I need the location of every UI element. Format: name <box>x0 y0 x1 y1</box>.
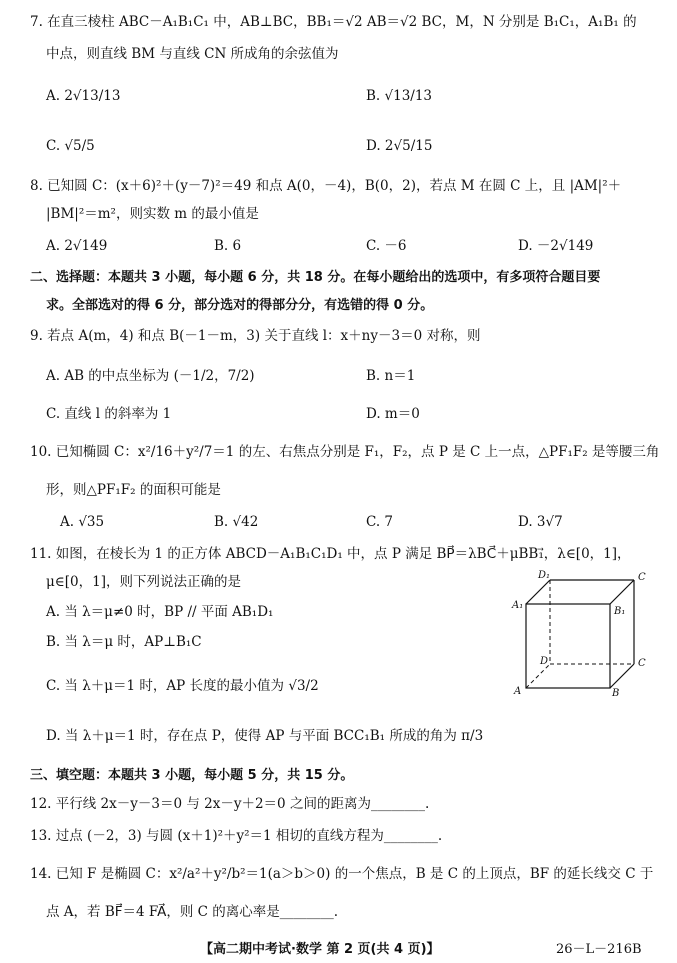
q8-option-b: B. 6 <box>214 238 242 254</box>
q10-option-c: C. 7 <box>366 514 394 530</box>
q12-stem: 12. 平行线 2x－y－3＝0 与 2x－y＋2＝0 之间的距离为________. <box>30 796 430 812</box>
q9-option-c: C. 直线 l 的斜率为 1 <box>46 406 172 422</box>
q14-stem-line2: 点 A，若 BF⃗＝4 FA⃗，则 C 的离心率是________. <box>46 904 339 920</box>
cube-edge <box>610 664 634 688</box>
cube-edge <box>526 580 550 604</box>
label-d: D <box>540 656 549 667</box>
label-c: C <box>638 658 646 669</box>
q7-option-c: C. √5/5 <box>46 138 95 154</box>
label-d1: D₁ <box>538 570 551 581</box>
q10-option-d: D. 3√7 <box>518 514 563 530</box>
label-c1: C <box>638 572 646 583</box>
q14-stem-line1: 14. 已知 F 是椭圆 C：x²/a²＋y²/b²＝1(a＞b＞0) 的一个焦点，B 是 C 的上顶点，BF 的延长线交 C 于 <box>30 866 654 882</box>
q7-option-d: D. 2√5/15 <box>366 138 433 154</box>
q7-option-b: B. √13/13 <box>366 88 433 104</box>
q8-option-a: A. 2√149 <box>46 238 108 254</box>
section2-heading-line1: 二、选择题：本题共 3 小题，每小题 6 分，共 18 分。在每小题给出的选项中，有多项符合题目要 <box>30 270 601 285</box>
q11-option-c: C. 当 λ＋μ＝1 时，AP 长度的最小值为 √3/2 <box>46 678 319 694</box>
q10-option-b: B. √42 <box>214 514 259 530</box>
q7-option-a: A. 2√13/13 <box>46 88 121 104</box>
q9-option-b: B. n＝1 <box>366 368 416 384</box>
q10-option-a: A. √35 <box>60 514 105 530</box>
label-b: B <box>612 688 620 698</box>
exam-code: 26－L－216B <box>556 942 642 957</box>
cube-edge <box>610 580 634 604</box>
q9-option-d: D. m＝0 <box>366 406 420 422</box>
q11-option-a: A. 当 λ＝μ≠0 时，BP // 平面 AB₁D₁ <box>46 604 274 620</box>
section2-heading-line2: 求。全部选对的得 6 分，部分选对的得部分分，有选错的得 0 分。 <box>46 298 434 313</box>
page-footer: 【高二期中考试·数学 第 2 页(共 4 页)】 <box>200 942 440 957</box>
q7-stem-line2: 中点，则直线 BM 与直线 CN 所成角的余弦值为 <box>46 46 339 62</box>
label-a: A <box>514 686 522 697</box>
q9-option-a: A. AB 的中点坐标为 (－1/2，7/2) <box>46 368 255 384</box>
q9-stem: 9. 若点 A(m，4) 和点 B(－1－m，3) 关于直线 l：x＋ny－3＝0 对称，则 <box>30 328 481 344</box>
q11-option-b: B. 当 λ＝μ 时，AP⊥B₁C <box>46 634 202 650</box>
q11-stem-line1: 11. 如图，在棱长为 1 的正方体 ABCD－A₁B₁C₁D₁ 中，点 P 满足 BP⃗＝λBC⃗＋μBB₁⃗，λ∈[0，1]， <box>30 546 631 562</box>
q8-option-d: D. －2√149 <box>518 238 594 254</box>
q11-option-d: D. 当 λ＋μ＝1 时，存在点 P，使得 AP 与平面 BCC₁B₁ 所成的角为 π/3 <box>46 728 484 744</box>
cube-hidden-edge <box>526 664 550 688</box>
q8-option-c: C. －6 <box>366 238 407 254</box>
q8-stem-line1: 8. 已知圆 C：(x＋6)²＋(y－7)²＝49 和点 A(0，－4)，B(0，2)，若点 M 在圆 C 上，且 |AM|²＋ <box>30 178 622 194</box>
label-a1: A₁ <box>512 600 524 611</box>
section3-heading: 三、填空题：本题共 3 小题，每小题 5 分，共 15 分。 <box>30 768 354 783</box>
q7-stem-line1: 7. 在直三棱柱 ABC－A₁B₁C₁ 中，AB⊥BC，BB₁＝√2 AB＝√2 BC，M，N 分别是 B₁C₁，A₁B₁ 的 <box>30 14 637 30</box>
q10-stem-line1: 10. 已知椭圆 C：x²/16＋y²/7＝1 的左、右焦点分别是 F₁，F₂，点 P 是 C 上一点，△PF₁F₂ 是等腰三角 <box>30 444 660 460</box>
label-b1: B₁ <box>614 606 626 617</box>
q10-stem-line2: 形，则△PF₁F₂ 的面积可能是 <box>46 482 221 498</box>
q13-stem: 13. 过点 (－2，3) 与圆 (x＋1)²＋y²＝1 相切的直线方程为________. <box>30 828 443 844</box>
cube-figure <box>510 568 660 698</box>
q8-stem-line2: |BM|²＝m²，则实数 m 的最小值是 <box>46 206 259 222</box>
q11-stem-line2: μ∈[0，1]，则下列说法正确的是 <box>46 574 241 590</box>
